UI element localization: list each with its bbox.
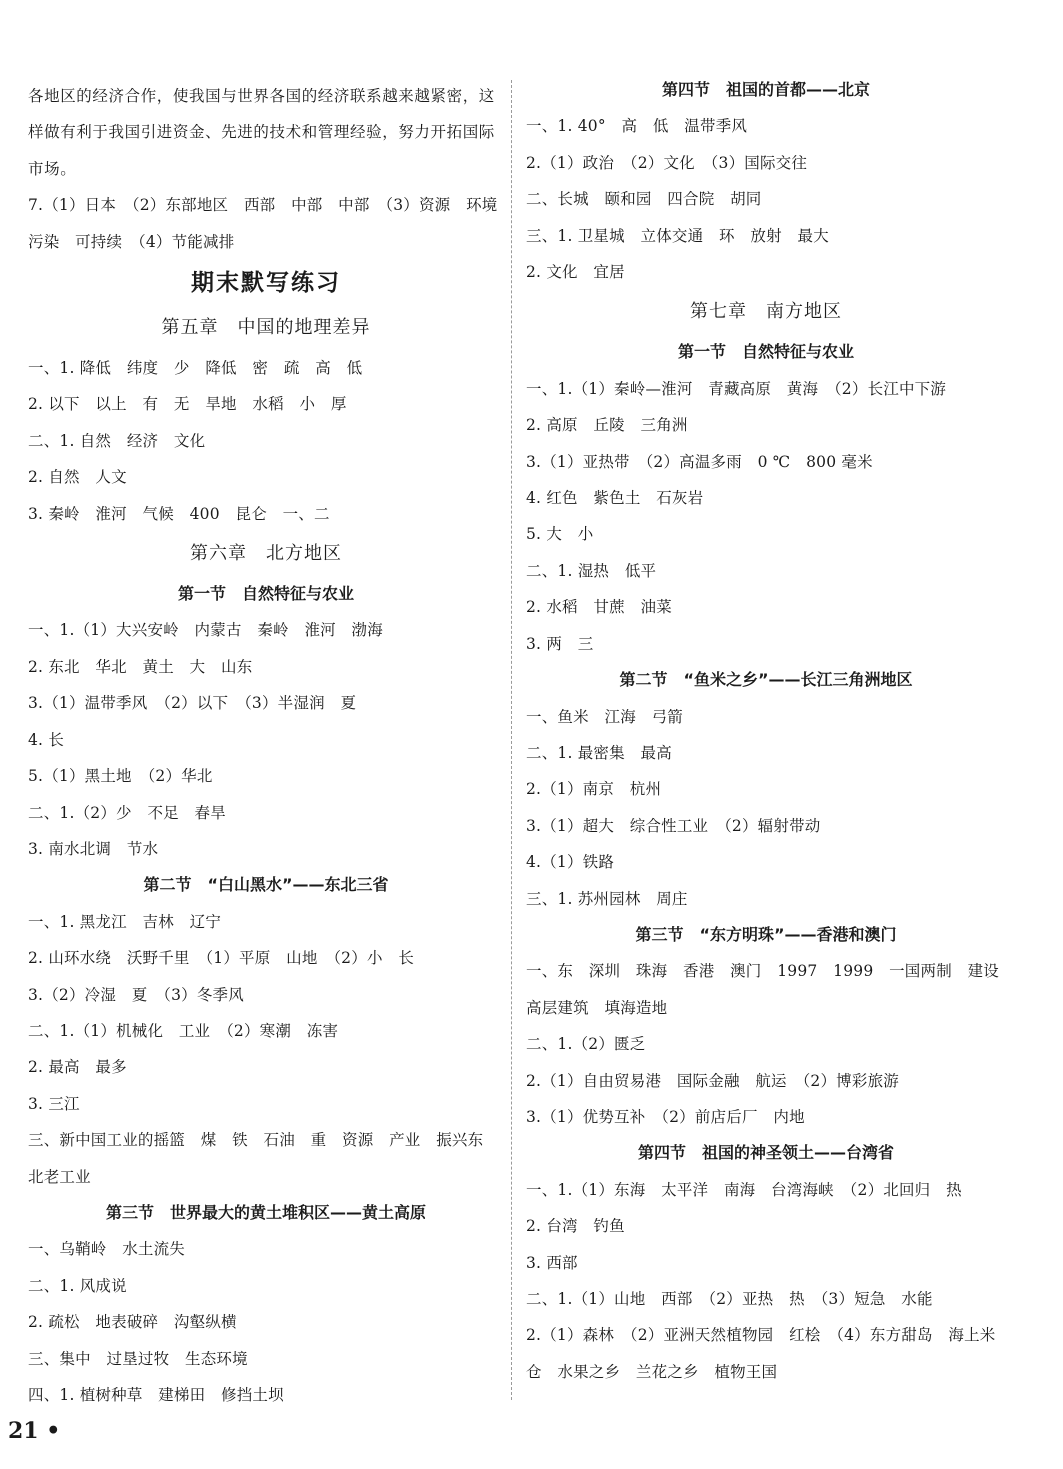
answer-line: 4. 长 — [28, 730, 65, 749]
answer-line: 2. 水稻 甘蔗 油菜 — [526, 598, 672, 617]
answer-line: 北老工业 — [28, 1167, 91, 1186]
answer-line: 二、长城 颐和园 四合院 胡同 — [526, 190, 762, 209]
page-number: 21 • — [8, 1418, 61, 1444]
answer-line: 三、1. 苏州园林 周庄 — [526, 889, 688, 908]
answer-line: 一、1.（1）秦岭—淮河 青藏高原 黄海 （2）长江中下游 — [526, 379, 947, 398]
answer-line: 高层建筑 填海造地 — [526, 998, 668, 1017]
answer-line: 二、1.（1）机械化 工业 （2）寒潮 冻害 — [28, 1021, 339, 1040]
chapter-heading: 第六章 北方地区 — [190, 543, 342, 565]
answer-line: 4.（1）铁路 — [526, 853, 615, 872]
answer-line: 二、1.（2）匮乏 — [526, 1035, 646, 1054]
section-heading: 第三节 “东方明珠”——香港和澳门 — [635, 924, 897, 944]
answer-line: 2. 东北 华北 黄土 大 山东 — [28, 657, 253, 676]
section-heading: 第二节 “白山黑水”——东北三省 — [143, 875, 389, 895]
chapter-heading: 第五章 中国的地理差异 — [161, 317, 371, 339]
page-title: 期末默写练习 — [191, 270, 341, 297]
answer-line: 5. 大 小 — [526, 525, 594, 544]
answer-line: 一、鱼米 江海 弓箭 — [526, 707, 684, 726]
answer-line: 一、1.（1）大兴安岭 内蒙古 秦岭 淮河 渤海 — [28, 621, 383, 640]
answer-line: 二、1.（2）少 不足 春旱 — [28, 803, 226, 822]
answer-line: 一、乌鞘岭 水土流失 — [28, 1240, 186, 1259]
answer-line: 2. 高原 丘陵 三角洲 — [526, 416, 688, 435]
answer-line: 2. 疏松 地表破碎 沟壑纵横 — [28, 1313, 237, 1332]
answer-line: 三、1. 卫星城 立体交通 环 放射 最大 — [526, 226, 829, 245]
answer-line: 一、1. 40° 高 低 温带季风 — [526, 117, 748, 136]
right-column — [526, 72, 1006, 1390]
intro-paragraph: 各地区的经济合作，使我国与世界各国的经济联系越来越紧密，这样做有利于我国引进资金、先进的技术和管理经验，努力开拓国际市场。 — [28, 87, 495, 178]
answer-line: 3. 三江 — [28, 1094, 80, 1113]
answer-line: 7.（1）日本 （2）东部地区 西部 中部 中部 （3）资源 环境 — [28, 196, 498, 215]
answer-line: 二、1.（1）山地 西部 （2）亚热 热 （3）短急 水能 — [526, 1290, 933, 1308]
answer-line: 3.（1）亚热带 （2）高温多雨 0 ℃ 800 毫米 — [526, 452, 873, 471]
answer-line: 2. 以下 以上 有 无 旱地 水稻 小 厚 — [28, 395, 347, 414]
answer-line: 3. 南水北调 节水 — [28, 839, 159, 858]
answer-line: 3.（1）超大 综合性工业 （2）辐射带动 — [526, 816, 821, 835]
answer-line: 一、1. 黑龙江 吉林 辽宁 — [28, 912, 222, 931]
answer-line: 仓 水果之乡 兰花之乡 植物王国 — [526, 1362, 778, 1381]
answer-line: 二、1. 自然 经济 文化 — [28, 431, 206, 450]
answer-line: 3.（1）温带季风 （2）以下 （3）半湿润 夏 — [28, 694, 357, 713]
answer-line: 二、1. 风成说 — [28, 1276, 127, 1295]
answer-line: 污染 可持续 （4）节能减排 — [28, 232, 235, 251]
answer-line: 4. 红色 紫色土 石灰岩 — [526, 489, 704, 508]
column-divider — [511, 80, 512, 1400]
section-heading: 第三节 世界最大的黄土堆积区——黄土高原 — [105, 1202, 426, 1222]
section-heading: 第二节 “鱼米之乡”——长江三角洲地区 — [619, 670, 913, 690]
answer-line: 二、1. 湿热 低平 — [526, 561, 657, 580]
section-heading: 第一节 自然特征与农业 — [177, 584, 354, 604]
answer-line: 2.（1）政治 （2）文化 （3）国际交往 — [526, 153, 808, 172]
answer-line: 三、新中国工业的摇篮 煤 铁 石油 重 资源 产业 振兴东 — [28, 1131, 484, 1150]
answer-line: 2. 台湾 钓鱼 — [526, 1217, 625, 1236]
answer-line: 2. 自然 人文 — [28, 468, 127, 487]
answer-line: 3. 秦岭 淮河 气候 400 昆仑 一、二 — [28, 504, 330, 523]
answer-line: 2. 山环水绕 沃野千里 （1）平原 山地 （2）小 长 — [28, 949, 415, 968]
section-heading: 第一节 自然特征与农业 — [677, 342, 854, 362]
answer-line: 3. 两 三 — [526, 634, 594, 653]
answer-line: 2. 文化 宜居 — [526, 263, 625, 282]
answer-line: 四、1. 植树种草 建梯田 修挡土坝 — [28, 1386, 284, 1404]
answer-line: 2.（1）森林 （2）亚洲天然植物园 红桧 （4）东方甜岛 海上米 — [526, 1326, 996, 1345]
answer-line: 3.（1）优势互补 （2）前店后厂 内地 — [526, 1107, 805, 1126]
answer-line: 2. 最高 最多 — [28, 1058, 127, 1077]
answer-line: 3. 西部 — [526, 1253, 578, 1272]
answer-line: 一、1.（1）东海 太平洋 南海 台湾海峡 （2）北回归 热 — [526, 1180, 962, 1199]
answer-line: 2.（1）自由贸易港 国际金融 航运 （2）博彩旅游 — [526, 1071, 899, 1090]
answer-line: 一、1. 降低 纬度 少 降低 密 疏 高 低 — [28, 359, 363, 378]
left-column — [28, 78, 504, 1413]
section-heading: 第四节 祖国的首都——北京 — [661, 80, 870, 99]
answer-line: 2.（1）南京 杭州 — [526, 780, 662, 799]
answer-line: 三、集中 过垦过牧 生态环境 — [28, 1349, 248, 1368]
answer-line: 5.（1）黑土地 （2）华北 — [28, 767, 213, 786]
answer-line: 二、1. 最密集 最高 — [526, 743, 672, 762]
answer-line: 3.（2）冷湿 夏 （3）冬季风 — [28, 985, 244, 1004]
answer-line: 一、东 深圳 珠海 香港 澳门 1997 1999 一国两制 建设 — [526, 962, 999, 981]
chapter-heading: 第七章 南方地区 — [690, 301, 842, 323]
section-heading: 第四节 祖国的神圣领土——台湾省 — [637, 1143, 894, 1163]
